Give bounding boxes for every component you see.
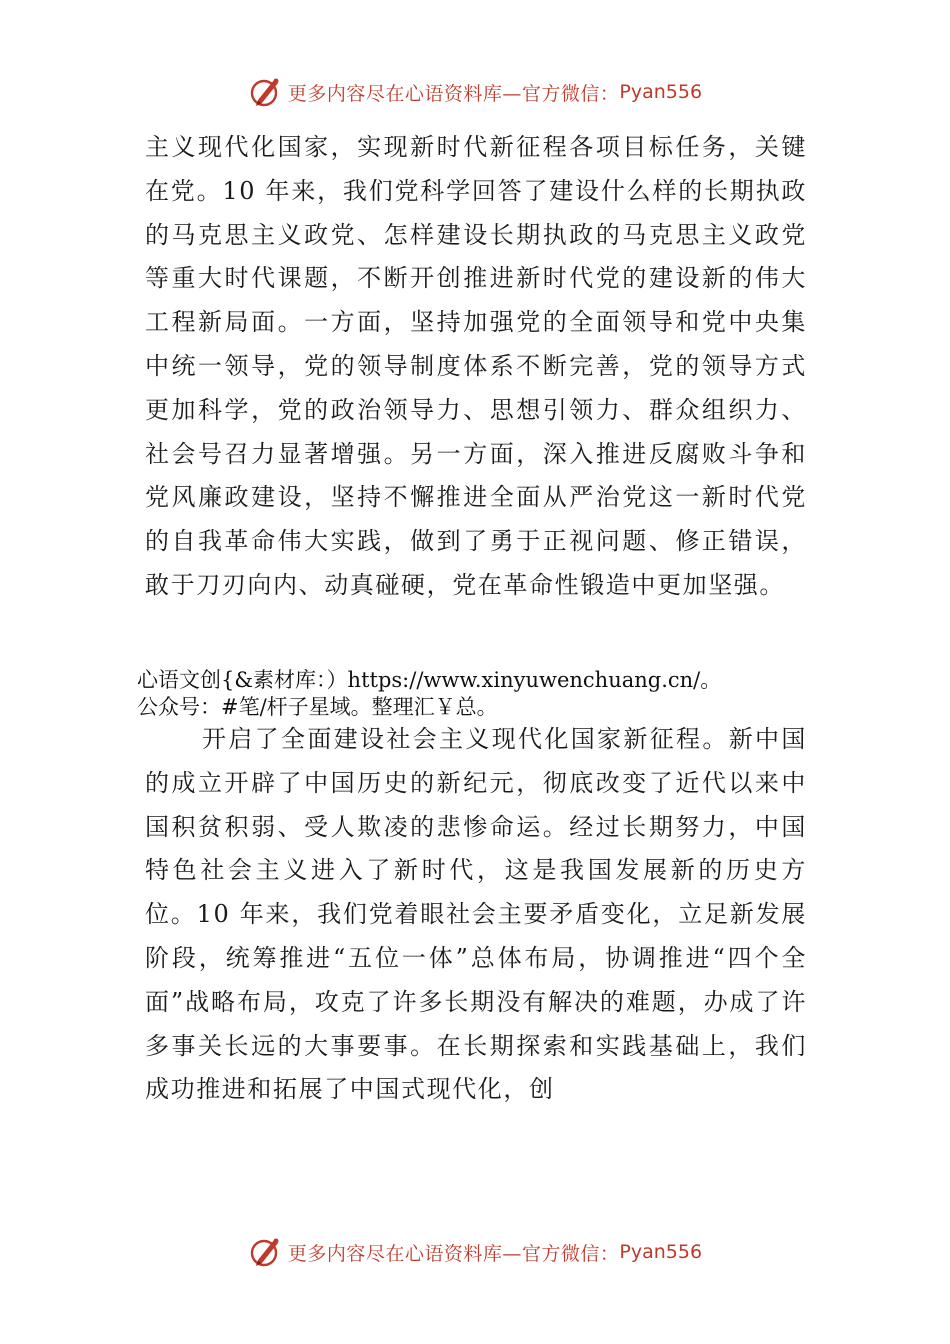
paragraph-1: 主义现代化国家，实现新时代新征程各项目标任务，关键在党。10 年来，我们党科学回答了建设什么样的长期执政的马克思主义政党、怎样建设长期执政的马克思主义政党等重大时代课题，不断开创推进新时代党的建设新的伟大工程新局面。一方面，坚持加强党的全面领导和党中央集中统一领导，党的领导制度体系不断完善，党的领导方式更加科学，党的政治领导力、思想引领力、群众组织力、社会号召力显著增强。另一方面，深入推进反腐败斗争和党风廉政建设，坚持不懈推进全面从严治党这一新时代党的自我革命伟大实践，做到了勇于正视问题、修正错误，敢于刀刃向内、动真碰硬，党在革命性锻造中更加坚强。	[145, 133, 807, 599]
paragraph-2: 开启了全面建设社会主义现代化国家新征程。新中国的成立开辟了中国历史的新纪元，彻底改变了近代以来中国积贫积弱、受人欺凌的悲惨命运。经过长期努力，中国特色社会主义进入了新时代，这是我国发展新的历史方位。10 年来，我们党着眼社会主要矛盾变化，立足新发展阶段，统筹推进“五位一体”总体布局，协调推进“四个全面”战略布局，攻克了许多长期没有解决的难题，办成了许多事关长远的大事要事。在长期探索和实践基础上，我们成功推进和拓展了中国式现代化，创	[145, 725, 807, 1104]
watermark-line-2: 公众号：#笔/杆子星域。整理汇￥总。	[137, 695, 498, 719]
header-banner-text: 更多内容尽在心语资料库—官方微信：	[287, 82, 620, 105]
header-banner	[0, 72, 950, 112]
footer-banner	[0, 1232, 950, 1272]
footer-banner-contact: Pyan556	[619, 1241, 703, 1263]
header-banner-contact: Pyan556	[619, 81, 703, 103]
pen-logo-icon	[248, 1234, 284, 1270]
watermark-line-1: 心语文创{&素材库：）https://www.xinyuwenchuang.cn/。	[137, 668, 722, 692]
pen-logo-icon	[248, 74, 284, 110]
footer-banner-text: 更多内容尽在心语资料库—官方微信：	[287, 1242, 620, 1265]
